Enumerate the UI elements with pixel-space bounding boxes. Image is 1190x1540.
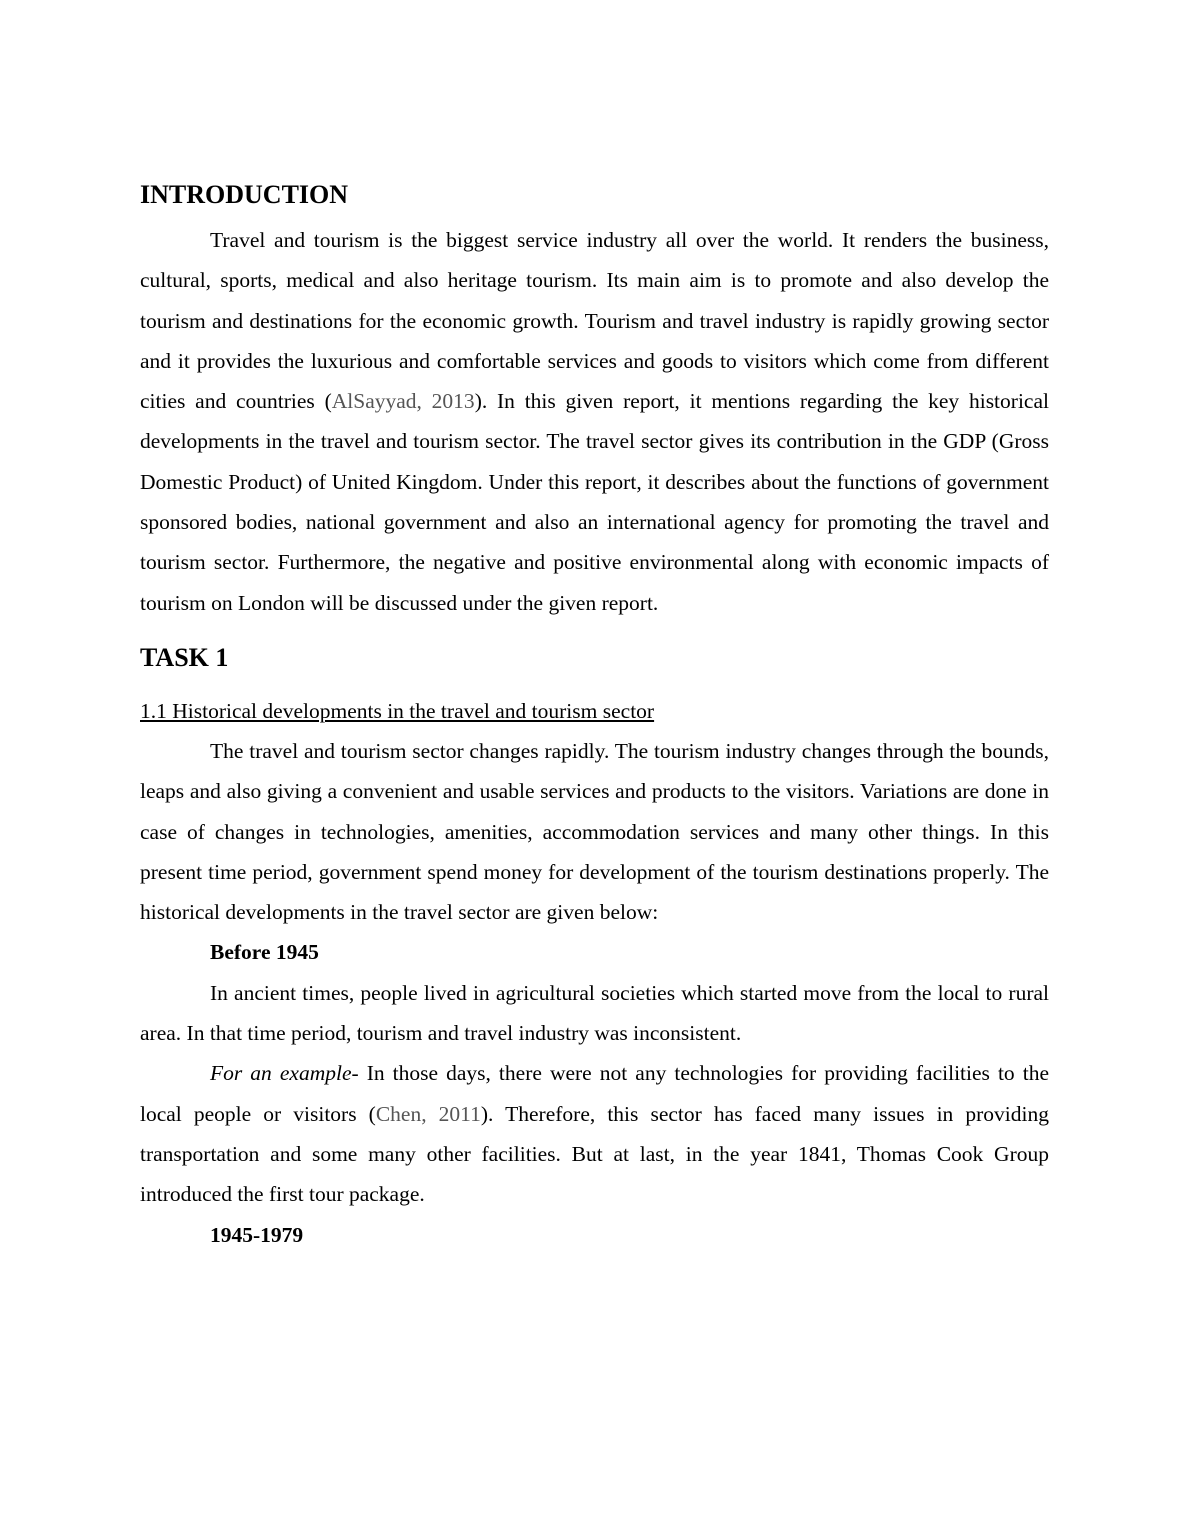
historical-developments-paragraph: The travel and tourism sector changes rapidly. The tourism industry changes through the bounds, leaps and also giving a convenient and usable services and products to the visitors. Variations are done in case of changes in technologies, amenities, accommodation services and many other things. In this present time period, government spend money for development of the tourism destinations properly. The historical developments in the travel sector are given below: [140, 738, 1049, 925]
citation-alsayyad: AlSayyad, 2013 [331, 389, 475, 414]
introduction-text-part-2: ). In this given report, it mentions regarding the key historical developments in the travel and tourism sector. The travel sector gives its contribution in the GDP (Gross Domestic Product) of United Kingdom. Under this report, it describes about the functions of government sponsored bodies, national government and also an international agency for promoting the travel and tourism sector. Furthermore, the negative and positive environmental along with economic impacts of tourism on London will be discussed under the given report. [140, 389, 1049, 615]
task1-heading: TASK 1 [140, 642, 229, 672]
introduction-heading: INTRODUCTION [140, 180, 349, 209]
example-text-part-1: In those days, there were not any technologies for providing facilities to the local people or visitors ( [140, 1061, 1049, 1126]
era-1945-1979-heading: 1945-1979 [210, 1222, 304, 1247]
section-1-1-subheading: 1.1 Historical developments in the travel and tourism sector [140, 698, 655, 723]
example-text-part-2: ). Therefore, this sector has faced many issues in providing transportation and some many other facilities. But at last, in the year 1841, Thomas Cook Group introduced the first tour package. [140, 1101, 1049, 1207]
example-paragraph [140, 1053, 1049, 1214]
era-before-1945-heading: Before 1945 [210, 940, 319, 965]
citation-chen: Chen, 2011 [375, 1101, 481, 1126]
document-page [140, 178, 1049, 1255]
example-lead-in: For an example- [210, 1061, 359, 1086]
introduction-text-part-1: Travel and tourism is the biggest service industry all over the world. It renders the business, cultural, sports, medical and also heritage tourism. Its main aim is to promote and also develop the tourism and destinations for the economic growth. Tourism and travel industry is rapidly growing sector and it provides the luxurious and comfortable services and goods to visitors which come from different cities and countries ( [140, 228, 1049, 414]
introduction-paragraph [140, 220, 1049, 623]
ancient-times-paragraph: In ancient times, people lived in agricultural societies which started move from the local to rural area. In that time period, tourism and travel industry was inconsistent. [140, 980, 1049, 1046]
